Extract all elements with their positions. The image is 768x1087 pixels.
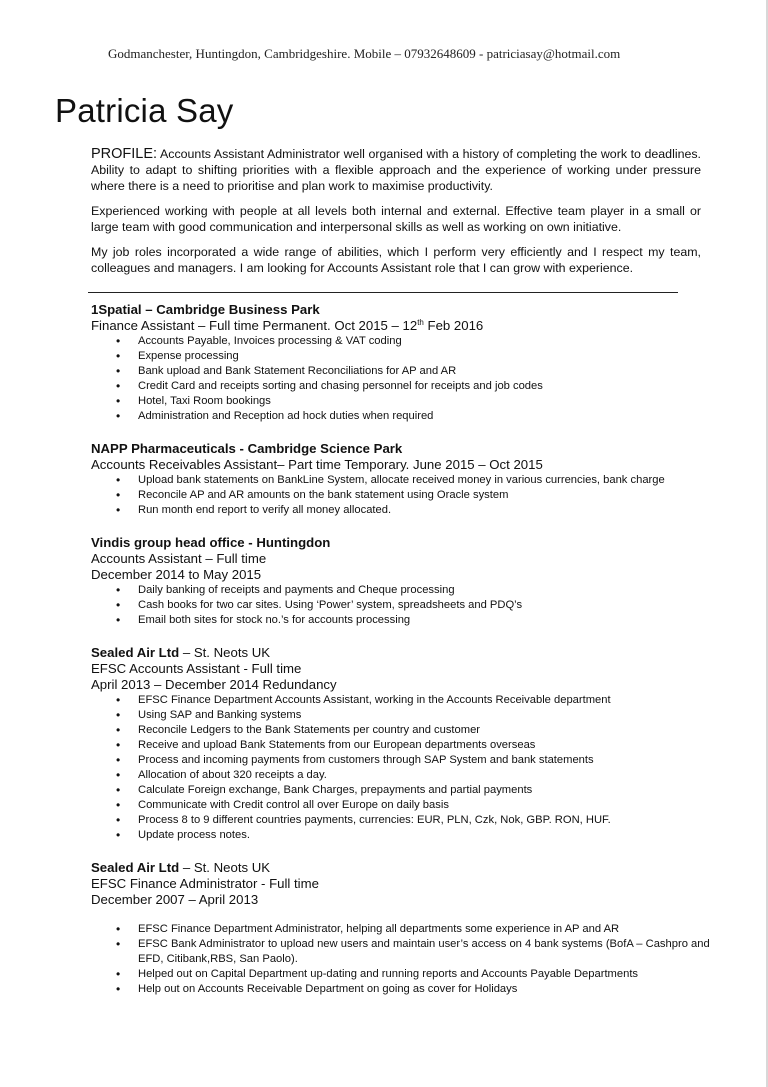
spacer — [91, 908, 711, 922]
job-location: – St. Neots UK — [179, 860, 271, 875]
job-role: EFSC Accounts Assistant - Full time — [91, 661, 302, 676]
job-role: Accounts Assistant – Full time — [91, 551, 267, 566]
job-role-sup: th — [417, 318, 424, 327]
duty-item: • Bank upload and Bank Statement Reconciliations for AP and AR — [138, 364, 711, 379]
job-company — [91, 644, 711, 661]
duty-item: • Daily banking of receipts and payments and Cheque processing — [138, 583, 711, 598]
profile-paragraph-2: Experienced working with people at all levels both internal and external. Effective team player in a small or large team with good communication and interpersonal skills as well as working on own initiative. — [91, 204, 701, 234]
profile-text-1: Accounts Assistant Administrator well organised with a history of completing the work to deadlines. Ability to adapt to shifting priorities with a flexible approach and the experience of working under pressure where there is a need to prioritise and plan work to maximise productivity. — [91, 147, 701, 193]
duty-item: • Update process notes. — [138, 828, 711, 843]
job-company-name: Sealed Air Ltd — [91, 860, 180, 875]
job-company: Vindis group head office - Huntingdon — [91, 535, 331, 550]
job-duties — [91, 922, 711, 997]
duty-item: • Upload bank statements on BankLine System, allocate received money in various currencies, bank charge — [138, 473, 711, 488]
experience-list — [91, 301, 711, 1013]
duty-item: • Process and incoming payments from customers through SAP System and bank statements — [138, 753, 711, 768]
duty-item: • EFSC Finance Department Accounts Assistant, working in the Accounts Receivable department — [138, 693, 711, 708]
duty-item: • Reconcile Ledgers to the Bank Statements per country and customer — [138, 723, 711, 738]
duty-item: • Communicate with Credit control all over Europe on daily basis — [138, 798, 711, 813]
job-location: – St. Neots UK — [179, 645, 271, 660]
job-company-name: Sealed Air Ltd — [91, 645, 180, 660]
duty-item: • Hotel, Taxi Room bookings — [138, 394, 711, 409]
duty-item: • Cash books for two car sites. Using ‘Power’ system, spreadsheets and PDQ’s — [138, 598, 711, 613]
job-role — [91, 318, 711, 334]
job-entry — [91, 644, 711, 843]
job-dates: December 2014 to May 2015 — [91, 567, 262, 582]
duty-item: • Credit Card and receipts sorting and chasing personnel for receipts and job codes — [138, 379, 711, 394]
duty-item: • Expense processing — [138, 349, 711, 364]
candidate-name: Patricia Say — [55, 92, 234, 129]
job-duties — [91, 473, 711, 518]
duty-item: • Receive and upload Bank Statements from our European departments overseas — [138, 738, 711, 753]
duty-item: • Reconcile AP and AR amounts on the bank statement using Oracle system — [138, 488, 711, 503]
job-entry — [91, 534, 711, 628]
profile-label: PROFILE: — [91, 146, 158, 162]
duty-item: • Calculate Foreign exchange, Bank Charges, prepayments and partial payments — [138, 783, 711, 798]
job-role: EFSC Finance Administrator - Full time — [91, 876, 319, 891]
duty-item: • Process 8 to 9 different countries payments, currencies: EUR, PLN, Czk, Nok, GBP. RON, HUF. — [138, 813, 711, 828]
job-entry — [91, 301, 711, 424]
job-company: 1Spatial – Cambridge Business Park — [91, 302, 320, 317]
contact-line: Godmanchester, Huntingdon, Cambridgeshire. Mobile – 07932648609 - patriciasay@hotmail.com — [108, 46, 621, 61]
profile-paragraph-1 — [91, 146, 701, 194]
job-dates: April 2013 – December 2014 Redundancy — [91, 677, 337, 692]
job-dates: December 2007 – April 2013 — [91, 892, 259, 907]
job-role-suffix: Feb 2016 — [423, 318, 484, 333]
duty-item: • EFSC Bank Administrator to upload new users and maintain user’s access on 4 bank systems (BofA – Cashpro and EFD, Citibank,RBS, San Paolo). — [138, 937, 711, 967]
section-divider — [88, 292, 678, 293]
duty-item: • Run month end report to verify all money allocated. — [138, 503, 711, 518]
job-role-text: Finance Assistant – Full time Permanent. Oct 2015 – 12 — [91, 318, 418, 333]
profile-paragraph-3: My job roles incorporated a wide range of abilities, which I perform very efficiently and I respect my team, colleagues and managers. I am looking for Accounts Assistant role that I can grow with experience. — [91, 245, 701, 275]
duty-item: • Using SAP and Banking systems — [138, 708, 711, 723]
duty-item: • Help out on Accounts Receivable Department on going as cover for Holidays — [138, 982, 711, 997]
job-role: Accounts Receivables Assistant– Part time Temporary. June 2015 – Oct 2015 — [91, 457, 543, 472]
duty-item: • Email both sites for stock no.’s for accounts processing — [138, 613, 711, 628]
job-company — [91, 859, 711, 876]
duty-item: • Helped out on Capital Department up-dating and running reports and Accounts Payable Departments — [138, 967, 711, 982]
duty-item: • Administration and Reception ad hock duties when required — [138, 409, 711, 424]
job-duties — [91, 693, 711, 843]
job-duties — [91, 334, 711, 424]
job-duties — [91, 583, 711, 628]
duty-item: • Allocation of about 320 receipts a day. — [138, 768, 711, 783]
profile-section — [91, 146, 701, 285]
job-entry — [91, 859, 711, 997]
duty-item: • EFSC Finance Department Administrator, helping all departments some experience in AP and AR — [138, 922, 711, 937]
job-entry — [91, 440, 711, 518]
job-company: NAPP Pharmaceuticals - Cambridge Science Park — [91, 441, 403, 456]
duty-item: • Accounts Payable, Invoices processing & VAT coding — [138, 334, 711, 349]
